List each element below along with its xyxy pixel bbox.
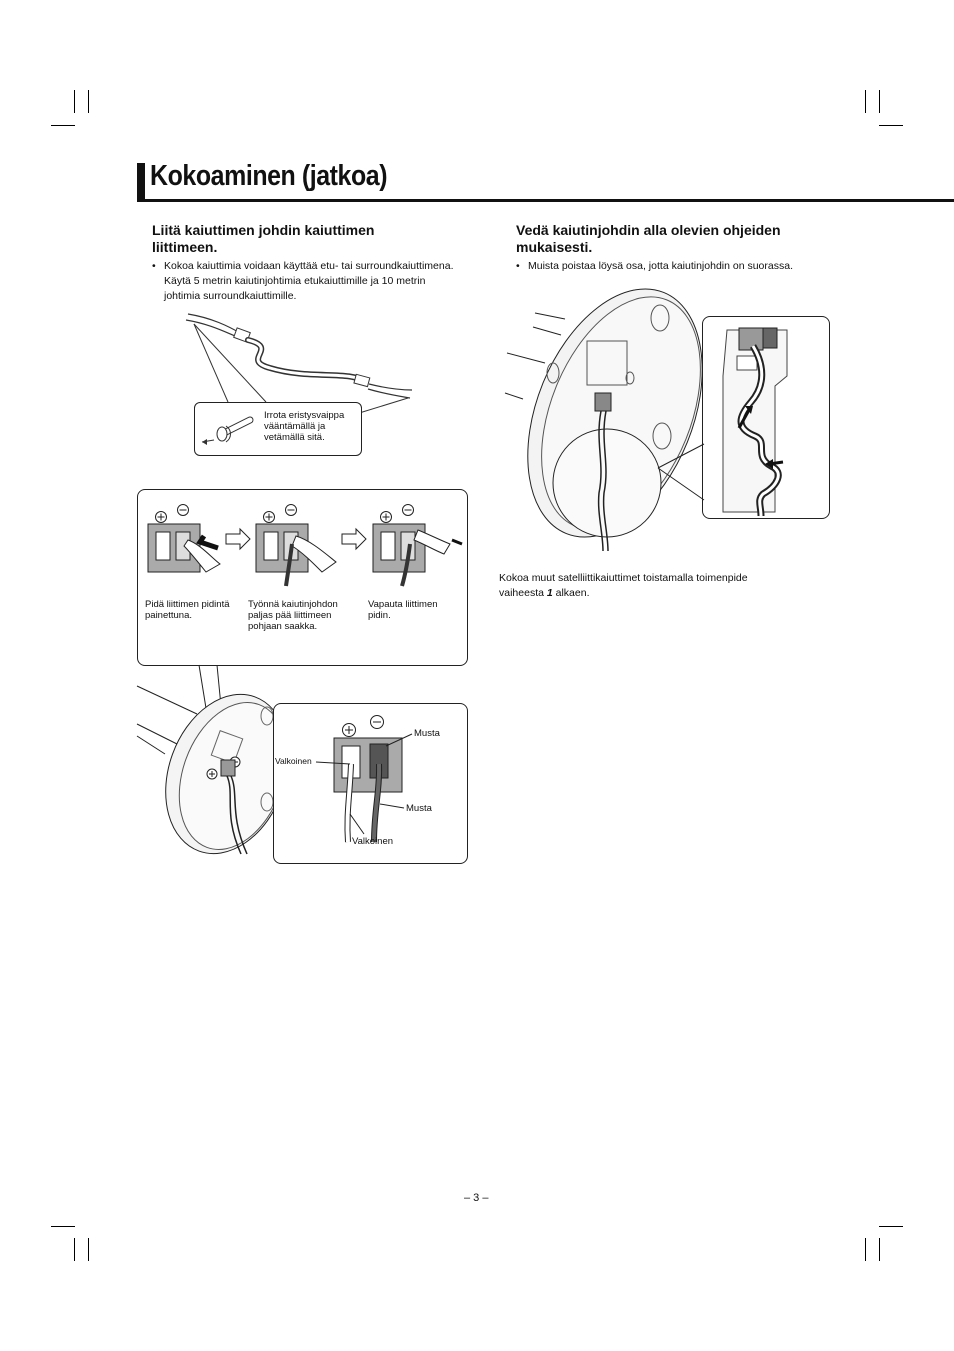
page-number: – 3 – — [464, 1192, 489, 1204]
left-bullet-text: Kokoa kaiuttimia voidaan käyttää etu- tai surroundkaiuttimena. Käytä 5 metrin kaiutinjohtimia etukaiuttimille ja 10 metrin johtimia surroundkaiuttimille. — [164, 260, 454, 302]
label-valkoinen-left: Valkoinen — [275, 756, 312, 766]
page-title: Kokoaminen (jatkoa) — [150, 160, 388, 192]
right-note — [499, 571, 819, 601]
step2-caption: Työnnä kaiutinjohdon paljas pää liittimeen pohjaan saakka. — [248, 599, 338, 632]
label-musta-top: Musta — [414, 728, 440, 739]
right-heading: Vedä kaiutinjohdin alla olevien ohjeiden mukaisesti. — [516, 222, 781, 255]
cable-routing-detail-illustration — [655, 316, 829, 517]
arrow-right-icon — [226, 529, 250, 549]
left-bullet: • Kokoa kaiuttimia voidaan käyttää etu- tai surroundkaiuttimena. Käytä 5 metrin kaiutinjohtimia etukaiuttimille ja 10 metrin johtimia surroundkaiuttimille. — [152, 259, 462, 304]
right-note-step: 1 — [546, 587, 553, 599]
step1-caption: Pidä liittimen pidintä painettuna. — [145, 599, 230, 621]
right-note-prefix: vaiheesta — [499, 587, 547, 599]
label-valkoinen-bottom: Valkoinen — [352, 836, 394, 847]
wire-callout-text: Irrota eristysvaippa vääntämällä ja vetämällä sitä. — [264, 410, 345, 443]
right-bullet-text: Muista poistaa löysä osa, jotta kaiutinjohdin on suorassa. — [528, 260, 793, 272]
label-musta-bottom: Musta — [406, 803, 432, 814]
step3-caption: Vapauta liittimen pidin. — [368, 599, 438, 621]
right-bullet: • Muista poistaa löysä osa, jotta kaiutinjohdin on suorassa. — [516, 259, 846, 274]
arrow-right-icon — [342, 529, 366, 549]
step1-terminal — [148, 505, 220, 573]
right-note-line1: Kokoa muut satelliittikaiuttimet toistamalla toimenpide — [499, 572, 748, 584]
wire-strip-icon — [198, 410, 260, 450]
terminal-detail-illustration — [320, 714, 410, 844]
speaker-base-illustration — [137, 664, 277, 864]
right-note-suffix: alkaen. — [552, 587, 590, 599]
title-rule — [137, 199, 954, 202]
title-marker — [137, 163, 145, 199]
terminal-steps-illustration — [140, 500, 465, 595]
left-heading: Liitä kaiuttimen johdin kaiuttimen liittimeen. — [152, 222, 375, 255]
